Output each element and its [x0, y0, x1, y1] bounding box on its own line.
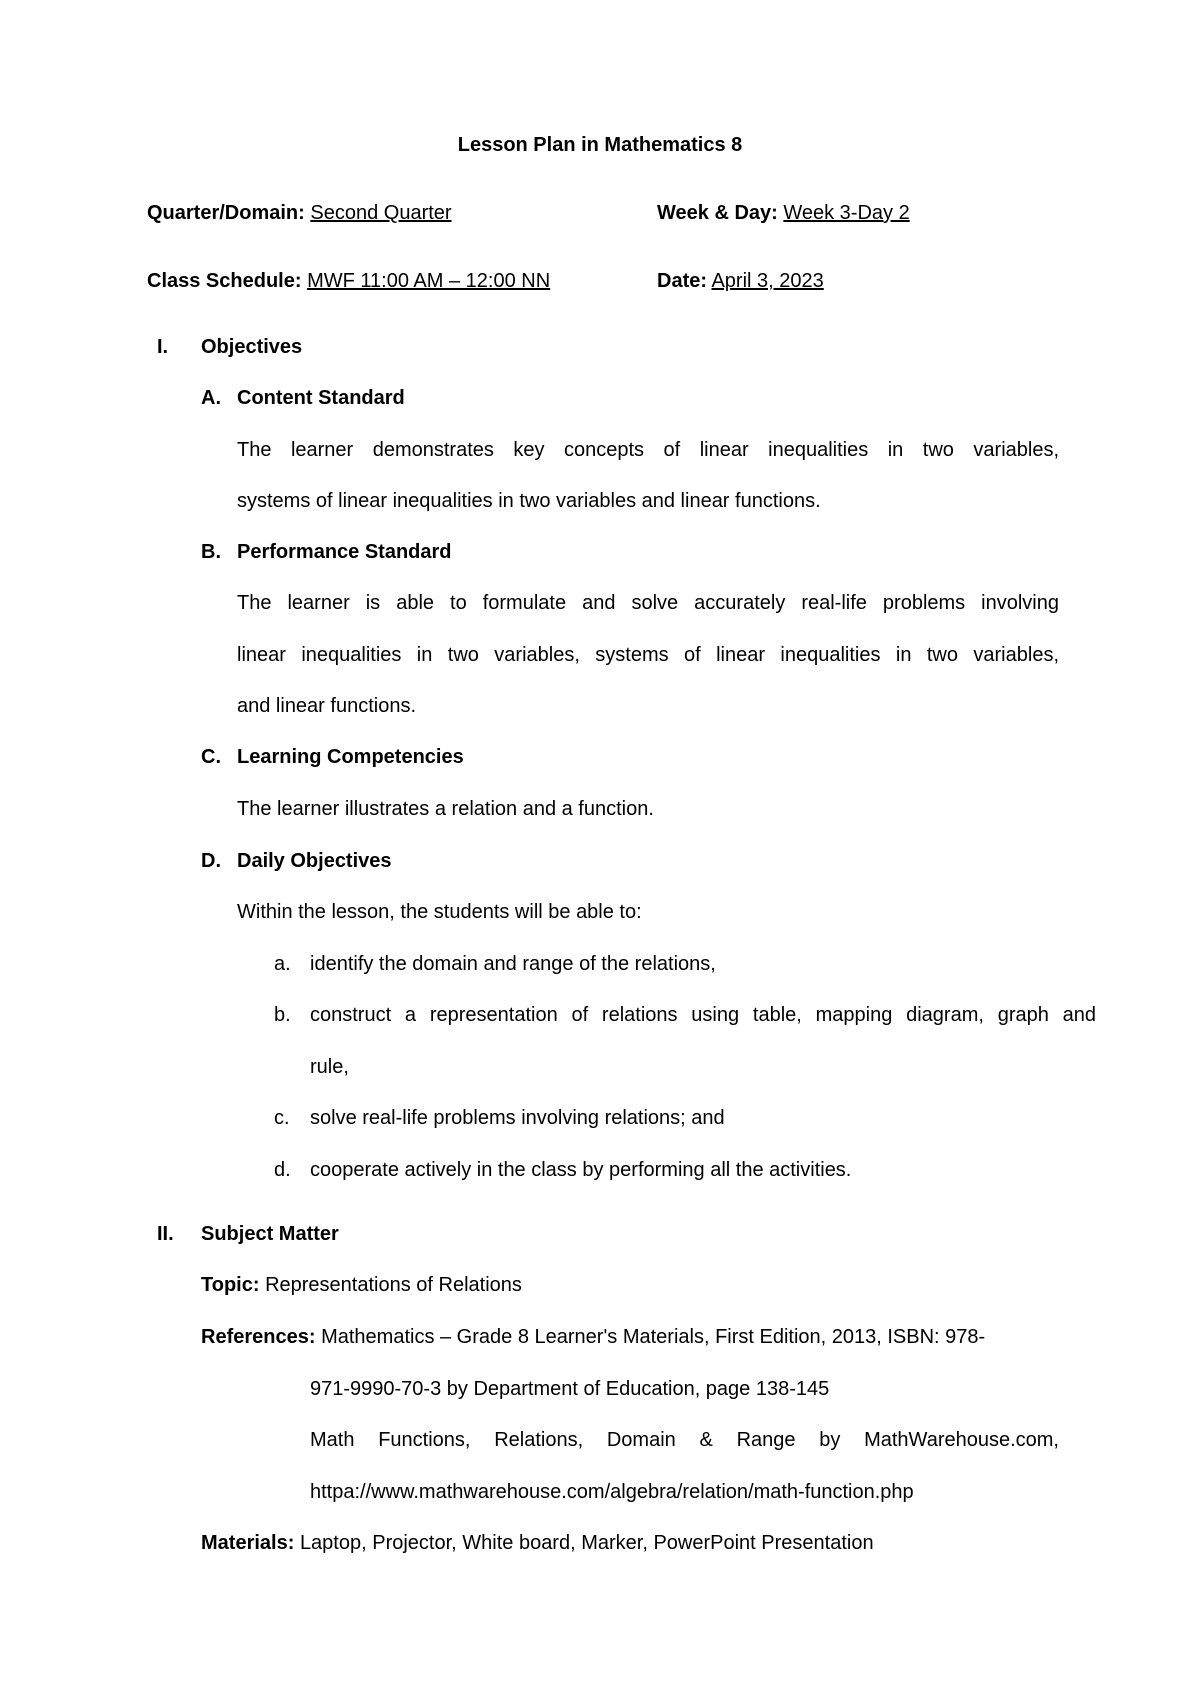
- daily-objectives-intro: Within the lesson, the students will be able to:: [237, 901, 642, 923]
- section-numeral-subject-matter: II.: [157, 1223, 174, 1245]
- list-item: identify the domain and range of the relations,: [310, 953, 716, 975]
- week-day-field: [657, 201, 910, 225]
- topic-label: Topic:: [201, 1274, 260, 1296]
- date-label: Date:: [657, 270, 708, 292]
- topic-field: [201, 1273, 522, 1297]
- content-standard-line-2: systems of linear inequalities in two variables and linear functions.: [237, 490, 821, 512]
- page-title: Lesson Plan in Mathematics 8: [457, 134, 743, 156]
- quarter-label: Quarter/Domain:: [147, 202, 305, 224]
- list-item-marker: b.: [274, 1004, 291, 1026]
- subsection-heading-learning-competencies: Learning Competencies: [237, 746, 464, 768]
- week-value: Week 3-Day 2: [783, 202, 910, 224]
- subsection-letter-b: B.: [201, 541, 221, 563]
- references-field: [201, 1325, 985, 1349]
- section-heading-objectives: Objectives: [201, 336, 303, 358]
- schedule-value: MWF 11:00 AM – 12:00 NN: [307, 270, 551, 292]
- performance-standard-line-2: linear inequalities in two variables, systems of linear inequalities in two variables,: [237, 644, 1059, 666]
- quarter-domain-field: [147, 201, 452, 225]
- references-line-1: Mathematics – Grade 8 Learner's Materials, First Edition, 2013, ISBN: 978-: [321, 1326, 986, 1348]
- performance-standard-line-3: and linear functions.: [237, 695, 417, 717]
- list-item: construct a representation of relations using table, mapping diagram, graph and: [310, 1004, 1096, 1026]
- week-label: Week & Day:: [657, 202, 778, 224]
- subsection-letter-a: A.: [201, 387, 221, 409]
- date-value: April 3, 2023: [711, 270, 824, 292]
- list-item-continuation: rule,: [310, 1056, 349, 1078]
- subsection-heading-performance-standard: Performance Standard: [237, 541, 452, 563]
- performance-standard-line-1: The learner is able to formulate and solve accurately real-life problems involving: [237, 592, 1059, 614]
- subsection-heading-daily-objectives: Daily Objectives: [237, 850, 392, 872]
- list-item-marker: a.: [274, 953, 291, 975]
- topic-value: Representations of Relations: [265, 1274, 522, 1296]
- section-numeral-objectives: I.: [157, 336, 169, 358]
- list-item: solve real-life problems involving relations; and: [310, 1107, 725, 1129]
- materials-value: Laptop, Projector, White board, Marker, PowerPoint Presentation: [299, 1532, 874, 1554]
- schedule-label: Class Schedule:: [147, 270, 302, 292]
- references-label: References:: [201, 1326, 316, 1348]
- list-item-marker: c.: [274, 1107, 290, 1129]
- materials-label: Materials:: [201, 1532, 295, 1554]
- references-line-4: httpa://www.mathwarehouse.com/algebra/relation/math-function.php: [310, 1481, 914, 1503]
- class-schedule-field: [147, 269, 550, 293]
- materials-field: [201, 1531, 874, 1555]
- learning-competencies-text: The learner illustrates a relation and a function.: [237, 798, 654, 820]
- subsection-letter-c: C.: [201, 746, 221, 768]
- quarter-value: Second Quarter: [310, 202, 452, 224]
- date-field: [657, 269, 824, 293]
- references-line-3: Math Functions, Relations, Domain & Range by MathWarehouse.com,: [310, 1429, 1059, 1451]
- references-line-2: 971-9990-70-3 by Department of Education, page 138-145: [310, 1378, 830, 1400]
- list-item-marker: d.: [274, 1159, 291, 1181]
- section-heading-subject-matter: Subject Matter: [201, 1223, 339, 1245]
- subsection-letter-d: D.: [201, 850, 221, 872]
- subsection-heading-content-standard: Content Standard: [237, 387, 405, 409]
- content-standard-line-1: The learner demonstrates key concepts of linear inequalities in two variables,: [237, 439, 1059, 461]
- list-item: cooperate actively in the class by performing all the activities.: [310, 1159, 852, 1181]
